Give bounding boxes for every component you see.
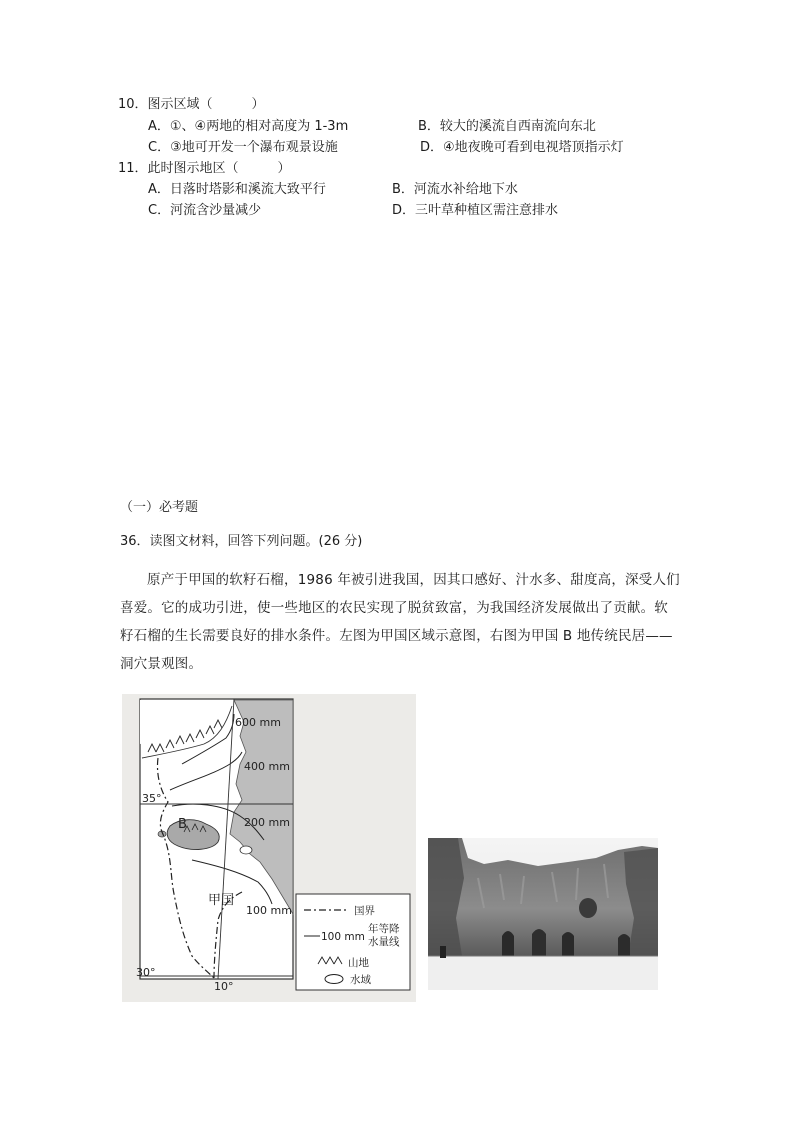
island-1: [240, 846, 252, 854]
photo-cave-door-2: [532, 929, 546, 956]
question-11-stem: 11．此时图示地区（ ）: [118, 161, 291, 176]
legend-mountain-label: 山地: [348, 957, 369, 969]
photo-cave-window: [579, 898, 597, 918]
label-lat-35: 35°: [142, 792, 162, 805]
question-10-option-b: B．较大的溪流自西南流向东北: [418, 119, 596, 134]
photo-cave-door-3: [562, 932, 574, 956]
legend-isohyet-line2: 水量线: [368, 936, 400, 948]
section-heading: （一）必考题: [120, 500, 199, 515]
cave-dwelling-photo: [428, 838, 658, 990]
label-isohyet-200: 200 mm: [244, 816, 290, 829]
legend-water-label: 水域: [350, 974, 371, 986]
photo-cave-door-1: [502, 931, 514, 956]
legend-border-label: 国界: [354, 905, 375, 917]
question-10-stem: 10．图示区域（ ）: [118, 97, 265, 112]
question-11-option-a: A．日落时塔影和溪流大致平行: [148, 182, 326, 197]
question-11-option-d: D．三叶草种植区需注意排水: [392, 203, 559, 218]
legend-isohyet-line1: 年等降: [368, 923, 400, 935]
question-36-paragraph: 原产于甲国的软籽石榴，1986 年被引进我国，因其口感好、汁水多、甜度高，深受人们喜爱。它的成功引进，使一些地区的农民实现了脱贫致富，为我国经济发展做出了贡献。软籽石榴的生长需要良好的排水条件。左图为甲国区域示意图，右图为甲国 B 地传统民居——洞穴景观图。: [120, 572, 680, 672]
question-10-option-d: D．④地夜晚可看到电视塔顶指示灯: [420, 140, 624, 155]
question-36-stem: 36．读图文材料，回答下列问题。(26 分): [120, 534, 363, 549]
label-lat-30: 30°: [136, 966, 156, 979]
question-11-option-c: C．河流含沙量减少: [148, 203, 262, 218]
question-10-option-c: C．③地可开发一个瀑布观景设施: [148, 140, 338, 155]
label-isohyet-600: 600 mm: [235, 716, 281, 729]
legend-isohyet-value: 100 mm: [321, 931, 365, 943]
photo-object-left: [440, 946, 446, 958]
label-isohyet-100: 100 mm: [246, 904, 292, 917]
label-isohyet-400: 400 mm: [244, 760, 290, 773]
country-map: [122, 694, 416, 1002]
photo-courtyard: [428, 956, 658, 990]
legend-water-symbol: [325, 975, 343, 984]
photo-left-wall: [428, 838, 464, 956]
label-country: 甲国: [208, 893, 235, 908]
question-10-option-a: A．①、④两地的相对高度为 1-3m: [148, 119, 349, 134]
photo-cave-door-4: [618, 934, 630, 956]
question-36-material: [120, 566, 680, 678]
label-place-b: B: [178, 817, 187, 832]
question-11-option-b: B．河流水补给地下水: [392, 182, 518, 197]
label-lon-10: 10°: [214, 980, 234, 993]
